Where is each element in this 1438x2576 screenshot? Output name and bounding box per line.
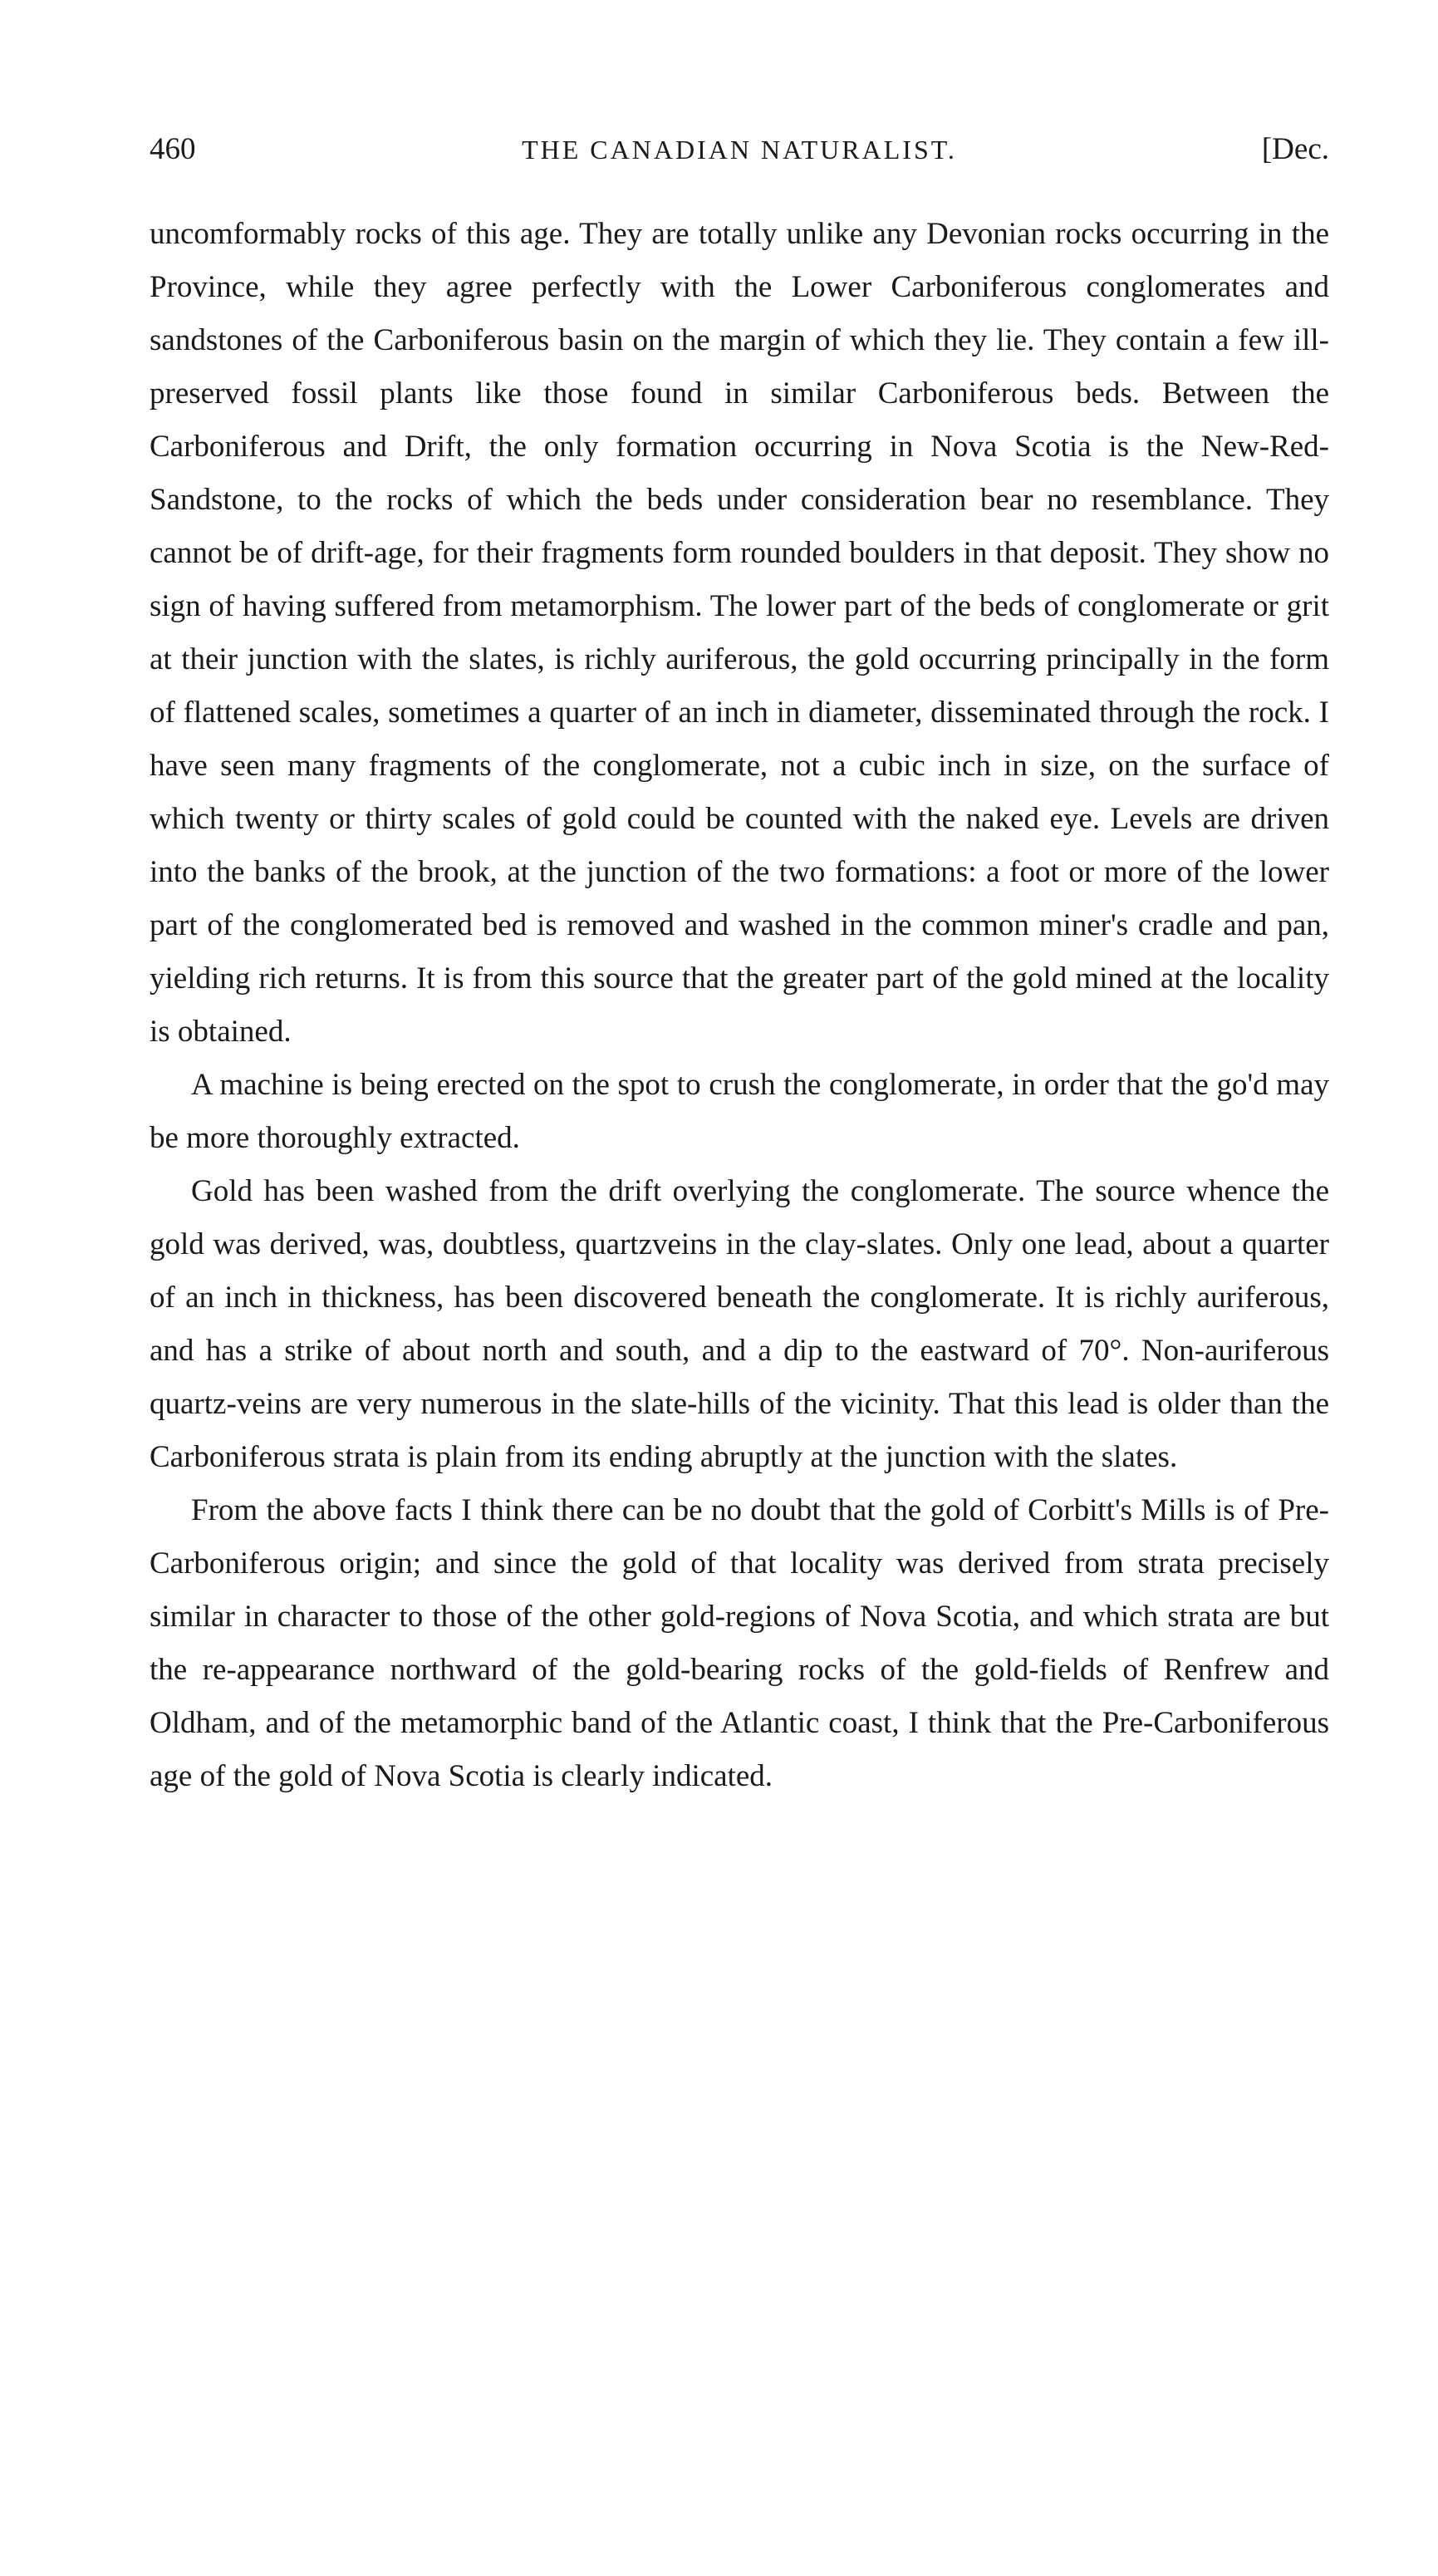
paragraph-conclusion: From the above facts I think there can be no doubt that the gold of Corbitt's Mills is of Pre-Carboniferous origin; and since the gold of that locality was derived from strata precisely similar in character to those of the other gold-regions of Nova Scotia, and which strata are but the re-appearance northward of the gold-bearing rocks of the gold-fields of Renfrew and Oldham, and of the metamorphic band of the Atlantic coast, I think that the Pre-Carboniferous age of the gold of Nova Scotia is clearly indicated. [150,1493,1329,1793]
page-header [150,125,1329,175]
paragraph-drift-gold: Gold has been washed from the drift overlying the conglomerate. The source whence the gold was derived, was, doubtless, quartzveins in the clay-slates. Only one lead, about a quarter of an inch in thickness, has been discovered beneath the conglomerate. It is richly auriferous, and has a strike of about north and south, and a dip to the eastward of 70°. Non-auriferous quartz-veins are very numerous in the slate-hills of the vicinity. That this lead is older than the Carboniferous strata is plain from its ending abruptly at the junction with the slates. [150,1174,1329,1474]
document-page [150,125,1329,1803]
paragraph-machine: A machine is being erected on the spot to crush the conglomerate, in order that the go'd may be more thoroughly extracted. [150,1068,1329,1155]
paragraph-continued: uncomformably rocks of this age. They are totally unlike any Devonian rocks occurring in the Province, while they agree perfectly with the Lower Carboniferous conglomerates and sandstones of the Carboniferous basin on the margin of which they lie. They contain a few ill-preserved fossil plants like those found in similar Carboniferous beds. Between the Carboniferous and Drift, the only formation occurring in Nova Scotia is the New-Red-Sandstone, to the rocks of which the beds under consideration bear no resemblance. They cannot be of drift-age, for their fragments form rounded boulders in that deposit. They show no sign of having suffered from metamorphism. The lower part of the beds of conglomerate or grit at their junction with the slates, is richly auriferous, the gold occurring principally in the form of flattened scales, sometimes a quarter of an inch in diameter, disseminated through the rock. I have seen many fragments of the conglomerate, not a cubic inch in size, on the surface of which twenty or thirty scales of gold could be counted with the naked eye. Levels are driven into the banks of the brook, at the junction of the two formations: a foot or more of the lower part of the conglomerated bed is removed and washed in the common miner's cradle and pan, yielding rich returns. It is from this source that the greater part of the gold mined at the locality is obtained. [150,217,1329,1049]
running-title: THE CANADIAN NATURALIST. [522,135,957,165]
page-number: 460 [150,132,196,166]
body-text [150,208,1329,1803]
issue-month: [Dec. [1261,132,1329,166]
